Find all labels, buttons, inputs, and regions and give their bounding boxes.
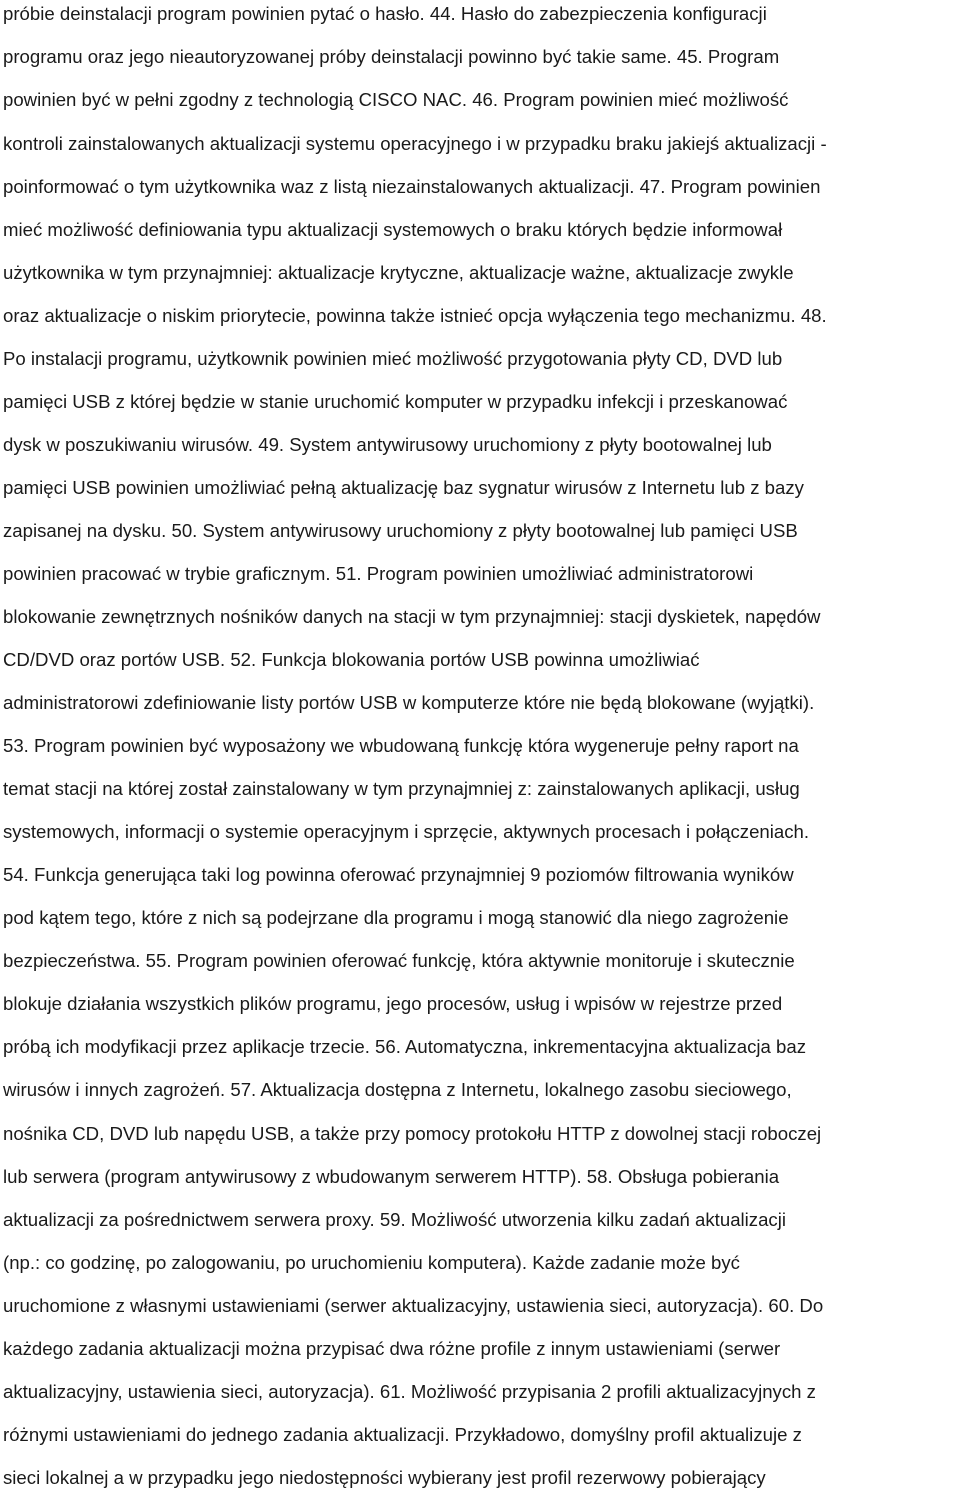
text-line: (np.: co godzinę, po zalogowaniu, po uruchomieniu komputera). Każde zadanie może być (3, 1252, 740, 1273)
text-line: bezpieczeństwa. 55. Program powinien oferować funkcję, która aktywnie monitoruje i skutecznie (3, 950, 795, 971)
text-line: CD/DVD oraz portów USB. 52. Funkcja blokowania portów USB powinna umożliwiać (3, 649, 700, 670)
text-line: nośnika CD, DVD lub napędu USB, a także przy pomocy protokołu HTTP z dowolnej stacji roboczej (3, 1123, 822, 1144)
text-line: różnymi ustawieniami do jednego zadania aktualizacji. Przykładowo, domyślny profil aktualizuje z (3, 1424, 802, 1445)
text-line: 53. Program powinien być wyposażony we wbudowaną funkcję która wygeneruje pełny raport na (3, 735, 799, 756)
text-line: powinien pracować w trybie graficznym. 51. Program powinien umożliwiać administratorowi (3, 563, 754, 584)
text-line: dysk w poszukiwaniu wirusów. 49. System antywirusowy uruchomiony z płyty bootowalnej lub (3, 434, 772, 455)
text-line: blokowanie zewnętrznych nośników danych na stacji w tym przynajmniej: stacji dyskietek, napędów (3, 606, 821, 627)
text-line: 54. Funkcja generująca taki log powinna oferować przynajmniej 9 poziomów filtrowania wyników (3, 864, 794, 885)
text-line: pamięci USB powinien umożliwiać pełną aktualizację baz sygnatur wirusów z Internetu lub z bazy (3, 477, 804, 498)
text-line: pamięci USB z której będzie w stanie uruchomić komputer w przypadku infekcji i przeskanować (3, 391, 788, 412)
text-line: wirusów i innych zagrożeń. 57. Aktualizacja dostępna z Internetu, lokalnego zasobu sieciowego, (3, 1079, 792, 1100)
text-line: aktualizacyjny, ustawienia sieci, autoryzacja). 61. Możliwość przypisania 2 profili aktualizacyjnych z (3, 1381, 816, 1402)
text-line: aktualizacji za pośrednictwem serwera proxy. 59. Możliwość utworzenia kilku zadań aktualizacji (3, 1209, 786, 1230)
text-line: programu oraz jego nieautoryzowanej próby deinstalacji powinno być takie same. 45. Program (3, 46, 780, 67)
text-line: uruchomione z własnymi ustawieniami (serwer aktualizacyjny, ustawienia sieci, autoryzacja). 60. Do (3, 1295, 824, 1316)
text-line: administratorowi zdefiniowanie listy portów USB w komputerze które nie będą blokowane (wyjątki). (3, 692, 815, 713)
text-line: kontroli zainstalowanych aktualizacji systemu operacyjnego i w przypadku braku jakiejś aktualizacji - (3, 133, 827, 154)
text-line: użytkownika w tym przynajmniej: aktualizacje krytyczne, aktualizacje ważne, aktualizacje zwykle (3, 262, 794, 283)
text-line: temat stacji na której został zainstalowany w tym przynajmniej z: zainstalowanych aplikacji, usług (3, 778, 800, 799)
text-line: sieci lokalnej a w przypadku jego niedostępności wybierany jest profil rezerwowy pobierający (3, 1467, 766, 1488)
text-line: mieć możliwość definiowania typu aktualizacji systemowych o braku których będzie informował (3, 219, 783, 240)
text-line: oraz aktualizacje o niskim priorytecie, powinna także istnieć opcja wyłączenia tego mechanizmu. 48. (3, 305, 827, 326)
text-line: próbie deinstalacji program powinien pytać o hasło. 44. Hasło do zabezpieczenia konfiguracji (3, 3, 767, 24)
text-line: Po instalacji programu, użytkownik powinien mieć możliwość przygotowania płyty CD, DVD lub (3, 348, 783, 369)
text-line: pod kątem tego, które z nich są podejrzane dla programu i mogą stanowić dla niego zagrożenie (3, 907, 789, 928)
text-line: systemowych, informacji o systemie operacyjnym i sprzęcie, aktywnych procesach i połączeniach. (3, 821, 810, 842)
text-line: powinien być w pełni zgodny z technologią CISCO NAC. 46. Program powinien mieć możliwość (3, 89, 789, 110)
text-line: blokuje działania wszystkich plików programu, jego procesów, usług i wpisów w rejestrze przed (3, 993, 783, 1014)
text-line: zapisanej na dysku. 50. System antywirusowy uruchomiony z płyty bootowalnej lub pamięci USB (3, 520, 798, 541)
text-line: próbą ich modyfikacji przez aplikacje trzecie. 56. Automatyczna, inkrementacyjna aktualizacja baz (3, 1036, 807, 1057)
text-line: lub serwera (program antywirusowy z wbudowanym serwerem HTTP). 58. Obsługa pobierania (3, 1166, 780, 1187)
text-line: każdego zadania aktualizacji można przypisać dwa różne profile z innym ustawieniami (serwer (3, 1338, 781, 1359)
text-line: poinformować o tym użytkownika waz z listą niezainstalowanych aktualizacji. 47. Program powinien (3, 176, 821, 197)
